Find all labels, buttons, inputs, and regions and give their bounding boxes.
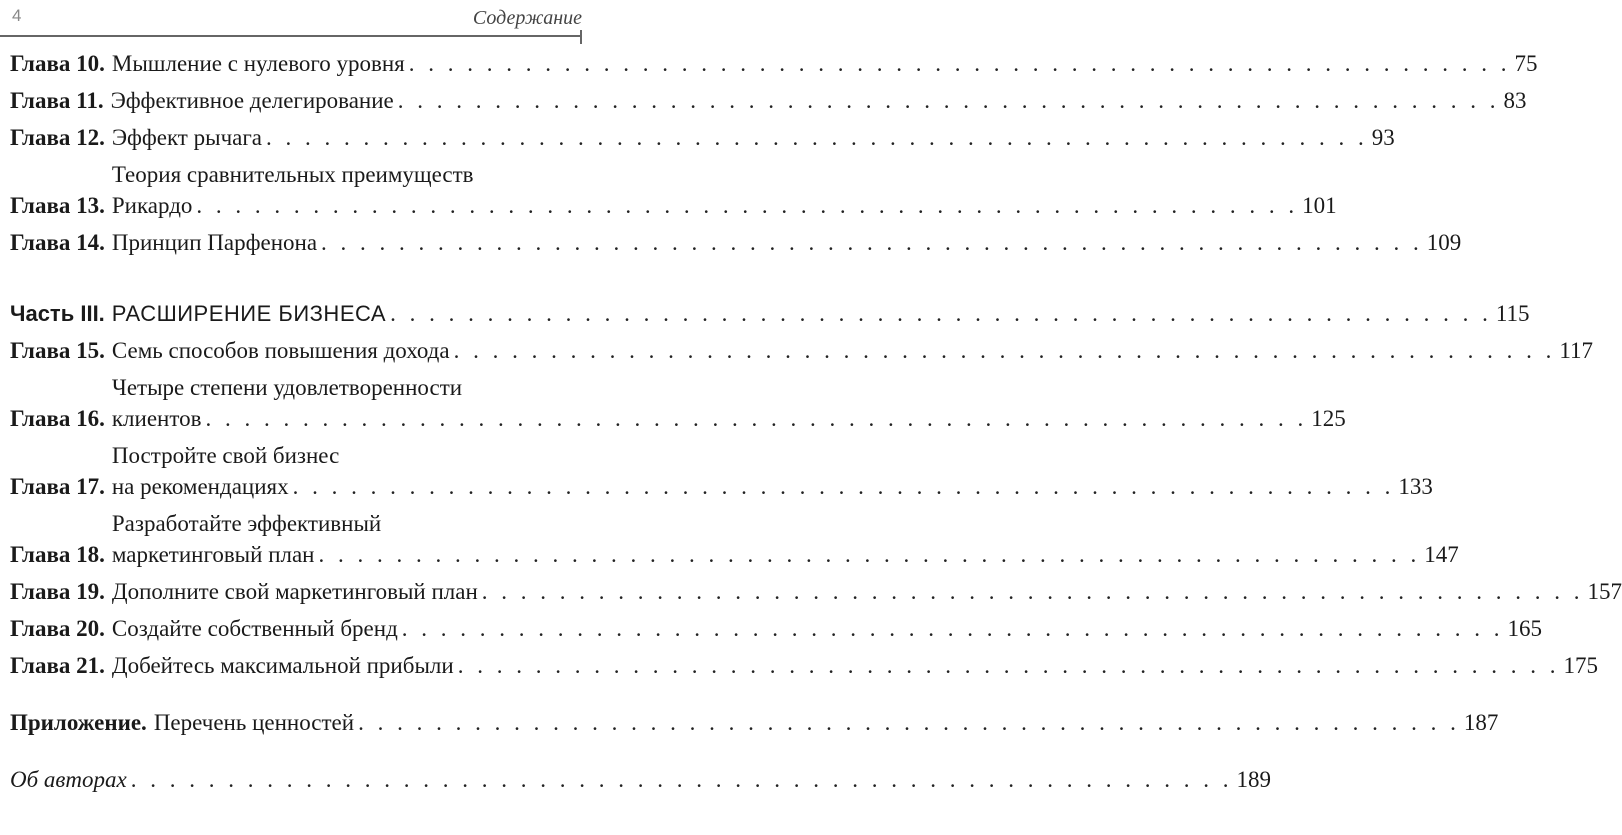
header-rule-tick <box>580 30 582 44</box>
toc-entry-ch17[interactable] <box>10 440 1433 502</box>
dot-leader: . . . . . . . . . . . . . . . . . . . . . . . . . . . . . . . . . . . . . . . . . . . . . . . . . . . . . . . . . <box>397 88 1500 113</box>
page-number: 4 <box>12 6 22 25</box>
table-of-contents <box>10 48 1622 801</box>
toc-title-line1: Теория сравнительных преимуществ <box>111 162 474 187</box>
toc-page: 101 <box>1302 193 1337 218</box>
toc-page: 75 <box>1514 51 1538 76</box>
toc-entry-ch15[interactable] <box>10 335 1594 366</box>
toc-page: 109 <box>1426 230 1462 255</box>
toc-label: Глава 13. <box>10 193 105 218</box>
toc-page: 93 <box>1371 125 1395 150</box>
toc-entry-ch12[interactable] <box>10 122 1395 153</box>
toc-page: 115 <box>1495 301 1530 326</box>
dot-leader: . . . . . . . . . . . . . . . . . . . . . . . . . . . . . . . . . . . . . . . . . . . . . . . . . . . . . . . . . <box>408 51 1511 76</box>
toc-page: 157 <box>1587 579 1622 604</box>
toc-label: Глава 19. <box>10 579 105 604</box>
toc-title-line2: маркетинговый план <box>111 542 315 567</box>
dot-leader: . . . . . . . . . . . . . . . . . . . . . . . . . . . . . . . . . . . . . . . . . . . . . . . . . . . . . . . . . <box>265 125 1368 150</box>
toc-page: 187 <box>1463 710 1499 735</box>
toc-title-line1: Разработайте эффективный <box>111 511 382 536</box>
toc-page: 189 <box>1236 767 1271 792</box>
dot-leader: . . . . . . . . . . . . . . . . . . . . . . . . . . . . . . . . . . . . . . . . . . . . . . . . . . . . . . . . . <box>205 406 1308 431</box>
toc-label: Глава 21. <box>10 653 105 678</box>
dot-leader: . . . . . . . . . . . . . . . . . . . . . . . . . . . . . . . . . . . . . . . . . . . . . . . . . . . . . . . . . <box>318 542 1421 567</box>
toc-title-line2: Рикардо <box>111 193 193 218</box>
toc-title: Дополните свой маркетинговый план <box>111 579 478 604</box>
toc-title: Об авторах <box>10 767 127 792</box>
toc-title-line1: Четыре степени удовлетворенности <box>111 375 463 400</box>
toc-part-title: РАСШИРЕНИЕ БИЗНЕСА <box>111 301 387 326</box>
toc-page: 175 <box>1563 653 1598 678</box>
toc-page: 147 <box>1424 542 1459 567</box>
dot-leader: . . . . . . . . . . . . . . . . . . . . . . . . . . . . . . . . . . . . . . . . . . . . . . . . . . . . . . . . . <box>401 616 1504 641</box>
dot-leader: . . . . . . . . . . . . . . . . . . . . . . . . . . . . . . . . . . . . . . . . . . . . . . . . . . . . . . . . . <box>130 767 1233 792</box>
toc-entry-authors[interactable] <box>10 764 1271 795</box>
toc-entry-part3[interactable] <box>10 298 1530 329</box>
toc-entry-appendix[interactable] <box>10 707 1499 738</box>
toc-entry-ch21[interactable] <box>10 650 1598 681</box>
toc-title: Перечень ценностей <box>153 710 355 735</box>
toc-entry-ch10[interactable] <box>10 48 1538 79</box>
toc-page: 117 <box>1559 338 1594 363</box>
dot-leader: . . . . . . . . . . . . . . . . . . . . . . . . . . . . . . . . . . . . . . . . . . . . . . . . . . . . . . . . . <box>292 474 1395 499</box>
toc-label: Глава 16. <box>10 406 105 431</box>
toc-label: Глава 14. <box>10 230 105 255</box>
toc-entry-ch14[interactable] <box>10 227 1462 258</box>
toc-title-line2: на рекомендациях <box>111 474 289 499</box>
toc-title-line2: клиентов <box>111 406 202 431</box>
toc-entry-ch18[interactable] <box>10 508 1459 570</box>
toc-label: Глава 20. <box>10 616 105 641</box>
toc-title: Добейтесь максимальной прибыли <box>111 653 454 678</box>
toc-label: Глава 10. <box>10 51 105 76</box>
dot-leader: . . . . . . . . . . . . . . . . . . . . . . . . . . . . . . . . . . . . . . . . . . . . . . . . . . . . . . . . . <box>453 338 1556 363</box>
dot-leader: . . . . . . . . . . . . . . . . . . . . . . . . . . . . . . . . . . . . . . . . . . . . . . . . . . . . . . . . . <box>457 653 1560 678</box>
toc-label: Глава 11. <box>10 88 104 113</box>
toc-label: Приложение. <box>10 710 147 735</box>
toc-page: 133 <box>1398 474 1433 499</box>
toc-title: Мышление с нулевого уровня <box>111 51 405 76</box>
header-rule <box>0 35 582 37</box>
toc-title-line1: Постройте свой бизнес <box>111 443 340 468</box>
toc-entry-ch13[interactable] <box>10 159 1337 221</box>
toc-title: Эффект рычага <box>111 125 262 150</box>
toc-label: Глава 12. <box>10 125 105 150</box>
toc-label: Глава 17. <box>10 474 105 499</box>
toc-label: Глава 18. <box>10 542 105 567</box>
toc-page: 83 <box>1503 88 1527 113</box>
toc-entry-ch20[interactable] <box>10 613 1543 644</box>
toc-title: Семь способов повышения дохода <box>111 338 450 363</box>
toc-title: Создайте собственный бренд <box>111 616 398 641</box>
dot-leader: . . . . . . . . . . . . . . . . . . . . . . . . . . . . . . . . . . . . . . . . . . . . . . . . . . . . . . . . . <box>390 301 1492 326</box>
toc-entry-ch19[interactable] <box>10 576 1622 607</box>
toc-page: 125 <box>1311 406 1346 431</box>
toc-entry-ch16[interactable] <box>10 372 1346 434</box>
dot-leader: . . . . . . . . . . . . . . . . . . . . . . . . . . . . . . . . . . . . . . . . . . . . . . . . . . . . . . . . . <box>358 710 1460 735</box>
toc-label: Глава 15. <box>10 338 105 363</box>
dot-leader: . . . . . . . . . . . . . . . . . . . . . . . . . . . . . . . . . . . . . . . . . . . . . . . . . . . . . . . . . <box>196 193 1299 218</box>
toc-part-label: Часть III. <box>10 301 105 326</box>
toc-title: Принцип Парфенона <box>111 230 318 255</box>
toc-title: Эффективное делегирование <box>110 88 394 113</box>
toc-entry-ch11[interactable] <box>10 85 1527 116</box>
toc-page: 165 <box>1507 616 1543 641</box>
dot-leader: . . . . . . . . . . . . . . . . . . . . . . . . . . . . . . . . . . . . . . . . . . . . . . . . . . . . . . . . . <box>481 579 1584 604</box>
dot-leader: . . . . . . . . . . . . . . . . . . . . . . . . . . . . . . . . . . . . . . . . . . . . . . . . . . . . . . . . . <box>321 230 1423 255</box>
running-head: Содержание <box>472 7 582 29</box>
